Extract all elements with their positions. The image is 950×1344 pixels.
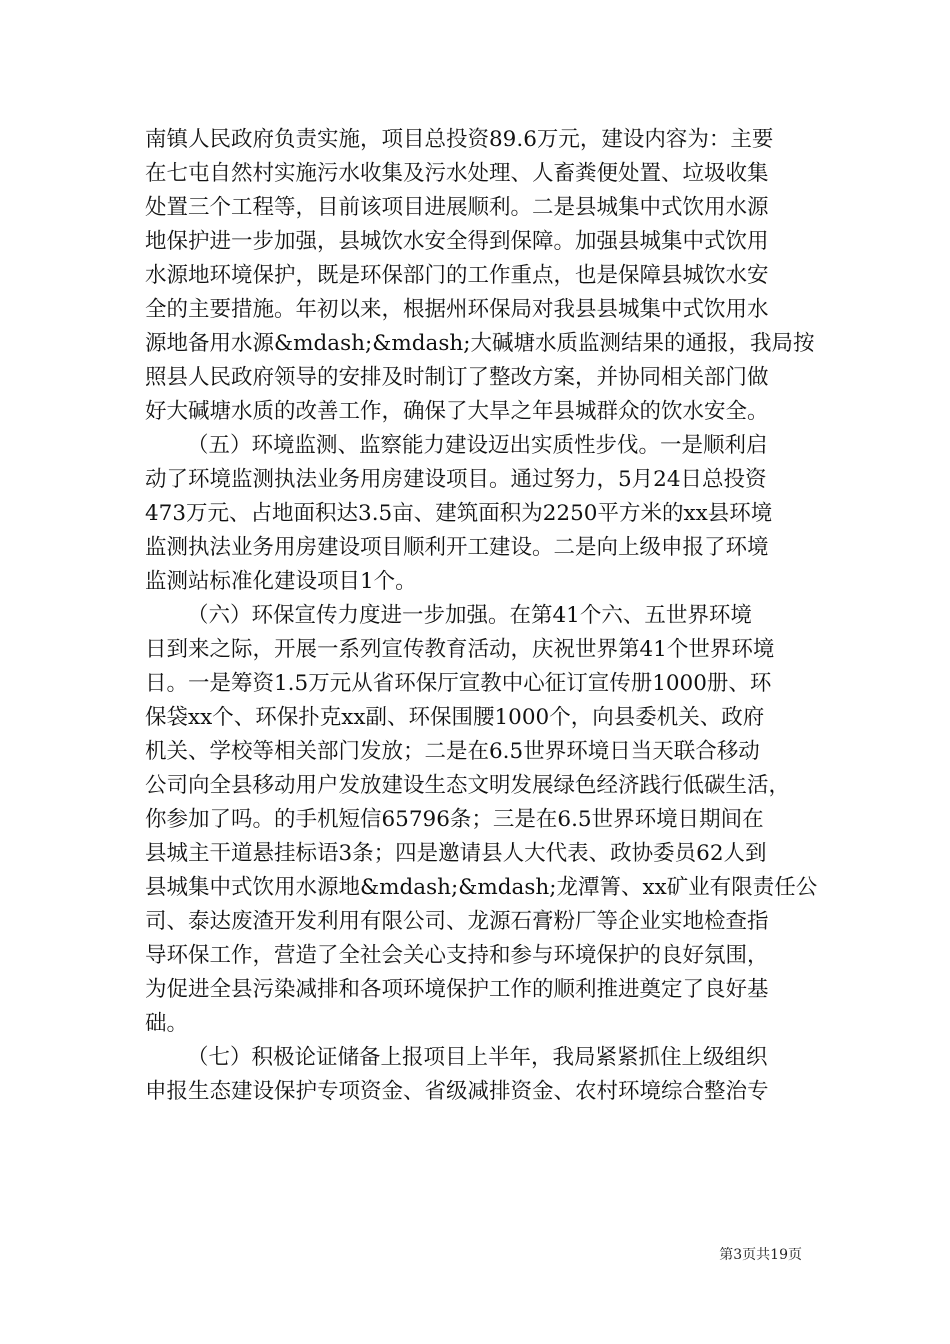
text-line: 县城集中式饮用水源地&mdash;&mdash;龙潭箐、xx矿业有限责任公 bbox=[145, 875, 818, 900]
text-line: 公司向全县移动用户发放建设生态文明发展绿色经济践行低碳生活， bbox=[145, 773, 791, 798]
text-line: 司、泰达废渣开发利用有限公司、龙源石膏粉厂等企业实地检查指 bbox=[145, 909, 769, 934]
text-line: 地保护进一步加强，县城饮水安全得到保障。加强县城集中式饮用 bbox=[145, 229, 769, 254]
text-line: 全的主要措施。年初以来，根据州环保局对我县县城集中式饮用水 bbox=[145, 297, 769, 322]
text-line: （六）环保宣传力度进一步加强。在第41个六、五世界环境 bbox=[187, 603, 752, 628]
text-line: 保袋xx个、环保扑克xx副、环保围腰1000个，向县委机关、政府 bbox=[145, 705, 765, 730]
text-line: （七）积极论证储备上报项目上半年，我局紧紧抓住上级组织 bbox=[187, 1045, 768, 1070]
text-line: 在七屯自然村实施污水收集及污水处理、人畜粪便处置、垃圾收集 bbox=[145, 161, 769, 186]
text-line: 机关、学校等相关部门发放；二是在6.5世界环境日当天联合移动 bbox=[145, 739, 760, 764]
text-line: 日到来之际，开展一系列宣传教育活动，庆祝世界第41个世界环境 bbox=[145, 637, 775, 662]
text-line: 你参加了吗。的手机短信65796条；三是在6.5世界环境日期间在 bbox=[145, 807, 764, 832]
text-line: 监测站标准化建设项目1个。 bbox=[145, 569, 417, 594]
page-number-footer: 第3页共19页 bbox=[719, 1247, 802, 1263]
text-line: 为促进全县污染减排和各项环境保护工作的顺利推进奠定了良好基 bbox=[145, 977, 769, 1002]
text-line: 照县人民政府领导的安排及时制订了整改方案，并协同相关部门做 bbox=[145, 365, 769, 390]
text-line: 县城主干道悬挂标语3条；四是邀请县人大代表、政协委员62人到 bbox=[145, 841, 767, 866]
text-line: 监测执法业务用房建设项目顺利开工建设。二是向上级申报了环境 bbox=[145, 535, 769, 560]
text-line: （五）环境监测、监察能力建设迈出实质性步伐。一是顺利启 bbox=[187, 433, 768, 458]
text-line: 动了环境监测执法业务用房建设项目。通过努力，5月24日总投资 bbox=[145, 467, 767, 492]
text-line: 473万元、占地面积达3.5亩、建筑面积为2250平方米的xx县环境 bbox=[145, 501, 773, 526]
text-line: 水源地环境保护，既是环保部门的工作重点，也是保障县城饮水安 bbox=[145, 263, 769, 288]
text-line: 日。一是筹资1.5万元从省环保厅宣教中心征订宣传册1000册、环 bbox=[145, 671, 772, 696]
text-line: 源地备用水源&mdash;&mdash;大碱塘水质监测结果的通报，我局按 bbox=[145, 331, 815, 356]
text-line: 好大碱塘水质的改善工作，确保了大旱之年县城群众的饮水安全。 bbox=[145, 399, 769, 424]
text-line: 处置三个工程等，目前该项目进展顺利。二是县城集中式饮用水源 bbox=[145, 195, 769, 220]
text-line: 申报生态建设保护专项资金、省级减排资金、农村环境综合整治专 bbox=[145, 1079, 769, 1104]
text-line: 导环保工作，营造了全社会关心支持和参与环境保护的良好氛围， bbox=[145, 943, 769, 968]
text-line: 南镇人民政府负责实施，项目总投资89.6万元，建设内容为：主要 bbox=[145, 127, 774, 152]
text-line: 础。 bbox=[145, 1011, 189, 1036]
